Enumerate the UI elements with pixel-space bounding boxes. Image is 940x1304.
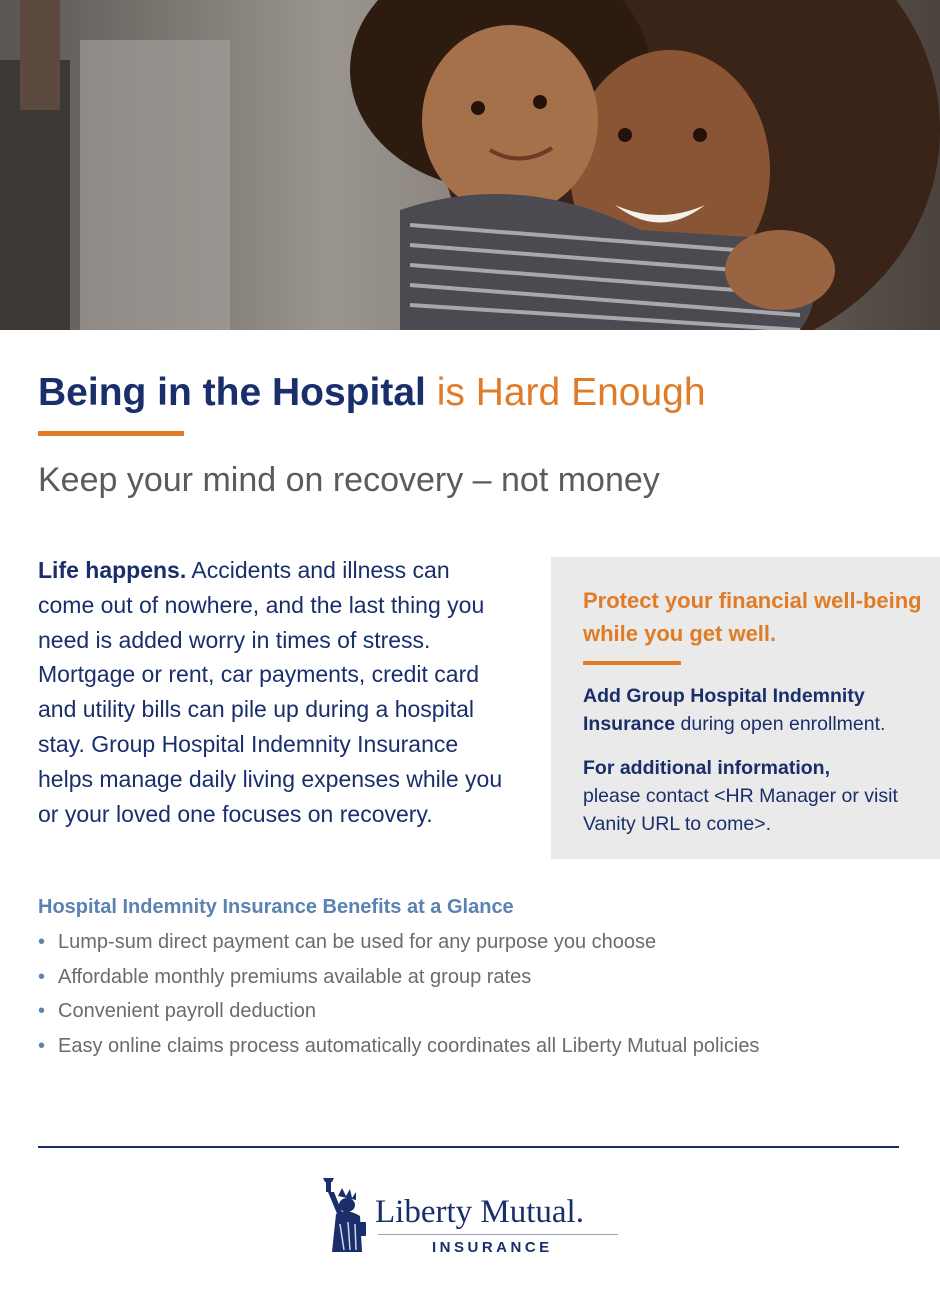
intro-paragraph	[38, 553, 508, 831]
benefit-text: Convenient payroll deduction	[58, 1000, 316, 1022]
logo-divider	[378, 1234, 618, 1235]
benefits-list	[38, 927, 759, 1065]
headline-strong: Being in the Hospital	[38, 371, 426, 414]
benefit-text: Easy online claims process automatically coordinates all Liberty Mutual policies	[58, 1034, 760, 1057]
benefit-item	[38, 962, 759, 997]
subheadline: Keep your mind on recovery – not money	[38, 461, 660, 499]
liberty-mutual-logo	[318, 1178, 628, 1258]
callout-contact-bold: For additional information,	[583, 757, 830, 779]
bullet-icon: •	[38, 931, 46, 953]
logo-subtitle: INSURANCE	[432, 1239, 553, 1256]
hero-photo	[0, 0, 940, 330]
benefit-item	[38, 996, 759, 1031]
benefit-item	[38, 927, 759, 962]
headline-accent: is Hard Enough	[436, 371, 706, 414]
bullet-icon: •	[38, 1034, 46, 1057]
benefit-text: Lump-sum direct payment can be used for any purpose you choose	[58, 931, 657, 953]
callout-enrollment-text	[583, 682, 933, 738]
bullet-icon: •	[38, 965, 46, 988]
callout-contact-text	[583, 754, 933, 838]
callout-title: Protect your financial well-being while you get well.	[583, 588, 922, 646]
intro-body: Accidents and illness can come out of nowhere, and the last thing you need is added worry in times of stress. Mortgage or rent, car payments, credit card and utility bills can pile up during a hospital stay. Group Hospital Indemnity Insurance helps manage daily living expenses while you or your loved one focuses on recovery.	[38, 557, 503, 827]
footer-divider	[38, 1146, 899, 1148]
callout-enrollment-bold: Add Group Hospital Indemnity Insurance	[583, 685, 865, 735]
benefits-title: Hospital Indemnity Insurance Benefits at a Glance	[38, 896, 514, 918]
callout-divider	[583, 661, 681, 665]
callout-contact-rest: please contact <HR Manager or visit Vanity URL to come>.	[583, 785, 898, 835]
intro-lead: Life happens.	[38, 557, 187, 583]
headline	[38, 370, 706, 416]
statue-of-liberty-icon	[318, 1178, 370, 1254]
benefit-text: Affordable monthly premiums available at group rates	[58, 965, 532, 988]
callout-box	[551, 557, 940, 859]
headline-divider	[38, 431, 184, 436]
callout-enrollment-rest: during open enrollment.	[680, 713, 886, 735]
benefit-item	[38, 1031, 759, 1066]
logo-name: Liberty Mutual.	[375, 1194, 584, 1230]
bullet-icon: •	[38, 1000, 46, 1022]
